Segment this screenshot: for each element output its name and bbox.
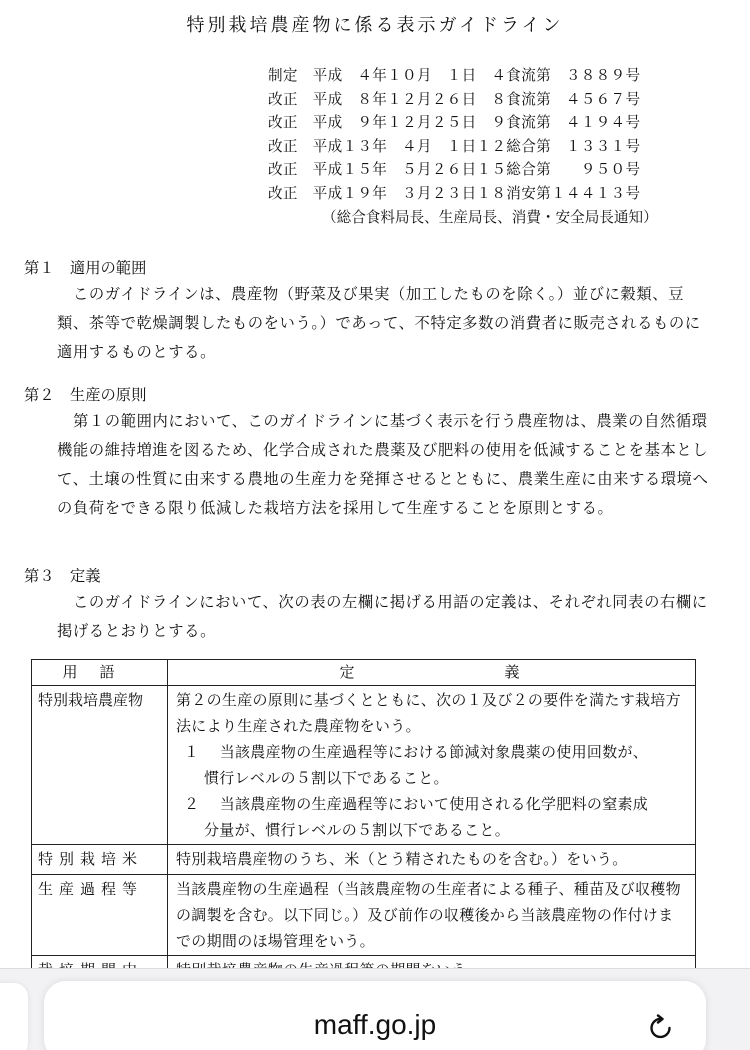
history-row: 改正 平成１３年 ４月 １日１２総合第 １３３１号 xyxy=(268,137,641,155)
table-row xyxy=(32,845,696,875)
address-bar[interactable] xyxy=(44,981,706,1050)
definition-cell xyxy=(168,686,696,845)
previous-tab-preview[interactable] xyxy=(0,983,28,1050)
definition-cell: 特別栽培農産物のうち、米（とう精されたものを含む。）をいう。 xyxy=(168,845,696,875)
section-body: 第１の範囲内において、このガイドラインに基づく表示を行う農産物は、農業の自然循環機能の維持増進を図るため、化学合成された農薬及び肥料の使用を低減することを基本として、土壌の性質に由来する農地の生産力を発揮させるとともに、農業生産に由来する環境への負荷をできる限り低減した栽培方法を採用して生産することを原則とする。 xyxy=(57,412,709,517)
table-row xyxy=(32,686,696,845)
table-header-row xyxy=(32,660,696,686)
item-text: 当該農産物の生産過程等における節減対象農薬の使用回数が、 xyxy=(219,743,649,761)
document-title: 特別栽培農産物に係る表示ガイドライン xyxy=(186,15,564,36)
definitions-table xyxy=(31,659,696,975)
history-row: 改正 平成 ９年１２月２５日 ９食流第 ４１９４号 xyxy=(268,114,641,132)
revision-history xyxy=(268,64,658,229)
column-header-term: 用語 xyxy=(32,660,168,686)
history-row: 改正 平成１５年 ５月２６日１５総合第 ９５０号 xyxy=(268,161,641,179)
item-number: ２ xyxy=(184,795,200,813)
section-heading: 第３ 定義 xyxy=(24,567,101,585)
section-principle xyxy=(24,383,714,523)
browser-toolbar xyxy=(0,968,750,1050)
item-text-continued: 分量が、慣行レベルの５割以下であること。 xyxy=(204,821,511,839)
term-cell: 特別栽培農産物 xyxy=(32,686,168,845)
item-text-continued: 慣行レベルの５割以下であること。 xyxy=(204,769,449,787)
history-row: 制定 平成 ４年１０月 １日 ４食流第 ３８８９号 xyxy=(268,67,641,84)
reload-icon[interactable] xyxy=(644,1011,678,1045)
section-body: このガイドラインは、農産物（野菜及び果実（加工したものを除く。）並びに穀類、豆類、茶等で乾燥調製したものをいう。）であって、不特定多数の消費者に販売されるものに適用するものとする。 xyxy=(57,285,701,361)
section-definitions xyxy=(24,564,714,646)
section-scope xyxy=(24,256,714,367)
definition-text: 第２の生産の原則に基づくとともに、次の１及び２の要件を満たす栽培方法により生産された農産物をいう。 xyxy=(176,691,681,735)
column-header-definition: 定義 xyxy=(168,660,696,686)
term-cell: 生産過程等 xyxy=(32,875,168,956)
url-text[interactable]: maff.go.jp xyxy=(313,1009,437,1040)
section-heading: 第１ 適用の範囲 xyxy=(24,259,147,277)
term-cell: 特別栽培米 xyxy=(32,845,168,875)
history-note: （総合食料局長、生産局長、消費・安全局長通知） xyxy=(322,208,658,226)
item-text: 当該農産物の生産過程等において使用される化学肥料の窒素成 xyxy=(219,795,649,813)
history-row: 改正 平成 ８年１２月２６日 ８食流第 ４５６７号 xyxy=(268,90,641,108)
item-number: １ xyxy=(184,743,200,761)
section-body: このガイドラインにおいて、次の表の左欄に掲げる用語の定義は、それぞれ同表の右欄に掲げるとおりとする。 xyxy=(57,593,708,640)
definition-item-2 xyxy=(176,791,687,843)
table-row xyxy=(32,875,696,956)
section-heading: 第２ 生産の原則 xyxy=(24,386,147,404)
definition-cell: 当該農産物の生産過程（当該農産物の生産者による種子、種苗及び収穫物の調製を含む。以下同じ。）及び前作の収穫後から当該農産物の作付けまでの期間のほ場管理をいう。 xyxy=(168,875,696,956)
definition-item-1 xyxy=(176,739,687,791)
history-row: 改正 平成１９年 ３月２３日１８消安第１４４１３号 xyxy=(268,184,641,202)
